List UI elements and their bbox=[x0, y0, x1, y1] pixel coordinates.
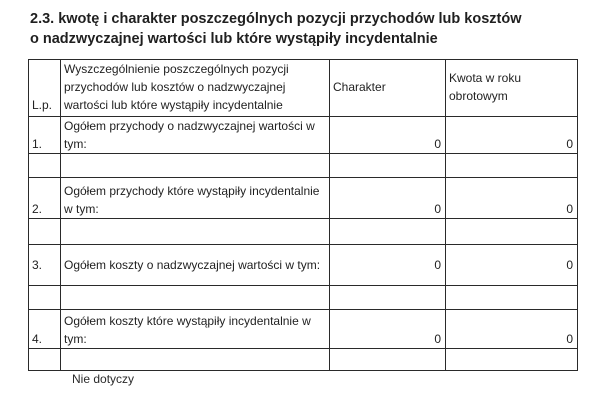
header-amount: Kwota w roku obrotowym bbox=[446, 60, 578, 117]
table-blank-row bbox=[29, 286, 578, 310]
section-heading-line-1: 2.3. kwotę i charakter poszczególnych pozycji przychodów lub kosztów bbox=[30, 11, 522, 27]
table-blank-row bbox=[29, 349, 578, 371]
header-character: Charakter bbox=[330, 60, 446, 117]
blank-cell bbox=[446, 286, 578, 310]
row-description: Ogółem przychody które wystąpiły incydentalnie w tym: bbox=[61, 178, 330, 219]
row-lp: 1. bbox=[29, 117, 61, 154]
header-lp: L.p. bbox=[29, 60, 61, 117]
blank-cell bbox=[61, 219, 330, 245]
row-amount: 0 bbox=[446, 310, 578, 349]
blank-cell bbox=[330, 349, 446, 371]
blank-cell bbox=[61, 349, 330, 371]
table-header-row bbox=[29, 60, 578, 117]
table-blank-row bbox=[29, 219, 578, 245]
blank-cell bbox=[330, 219, 446, 245]
blank-cell bbox=[29, 154, 61, 178]
table-row bbox=[29, 245, 578, 286]
section-heading-line-2: o nadzwyczajnej wartości lub które wystąpiły incydentalnie bbox=[30, 31, 438, 47]
blank-cell bbox=[446, 154, 578, 178]
blank-cell bbox=[446, 219, 578, 245]
row-amount: 0 bbox=[446, 245, 578, 286]
table-blank-row bbox=[29, 154, 578, 178]
blank-cell bbox=[29, 219, 61, 245]
row-lp: 4. bbox=[29, 310, 61, 349]
section-heading bbox=[30, 9, 590, 49]
header-description: Wyszczególnienie poszczególnych pozycji przychodów lub kosztów o nadzwyczajnej wartości lub które wystąpiły incydentalnie bbox=[61, 60, 330, 117]
blank-cell bbox=[61, 286, 330, 310]
blank-cell bbox=[330, 154, 446, 178]
table-row bbox=[29, 178, 578, 219]
row-character: 0 bbox=[330, 245, 446, 286]
blank-cell bbox=[61, 154, 330, 178]
blank-cell bbox=[29, 349, 61, 371]
row-description: Ogółem koszty które wystąpiły incydentalnie w tym: bbox=[61, 310, 330, 349]
blank-cell bbox=[29, 286, 61, 310]
row-description: Ogółem przychody o nadzwyczajnej wartości w tym: bbox=[61, 117, 330, 154]
table-row bbox=[29, 310, 578, 349]
row-amount: 0 bbox=[446, 117, 578, 154]
row-lp: 3. bbox=[29, 245, 61, 286]
row-character: 0 bbox=[330, 178, 446, 219]
not-applicable-note: Nie dotyczy bbox=[72, 372, 135, 386]
row-character: 0 bbox=[330, 310, 446, 349]
row-character: 0 bbox=[330, 117, 446, 154]
items-table bbox=[28, 59, 578, 371]
table-row bbox=[29, 117, 578, 154]
row-lp: 2. bbox=[29, 178, 61, 219]
row-amount: 0 bbox=[446, 178, 578, 219]
row-description: Ogółem koszty o nadzwyczajnej wartości w tym: bbox=[61, 245, 330, 286]
blank-cell bbox=[330, 286, 446, 310]
blank-cell bbox=[446, 349, 578, 371]
